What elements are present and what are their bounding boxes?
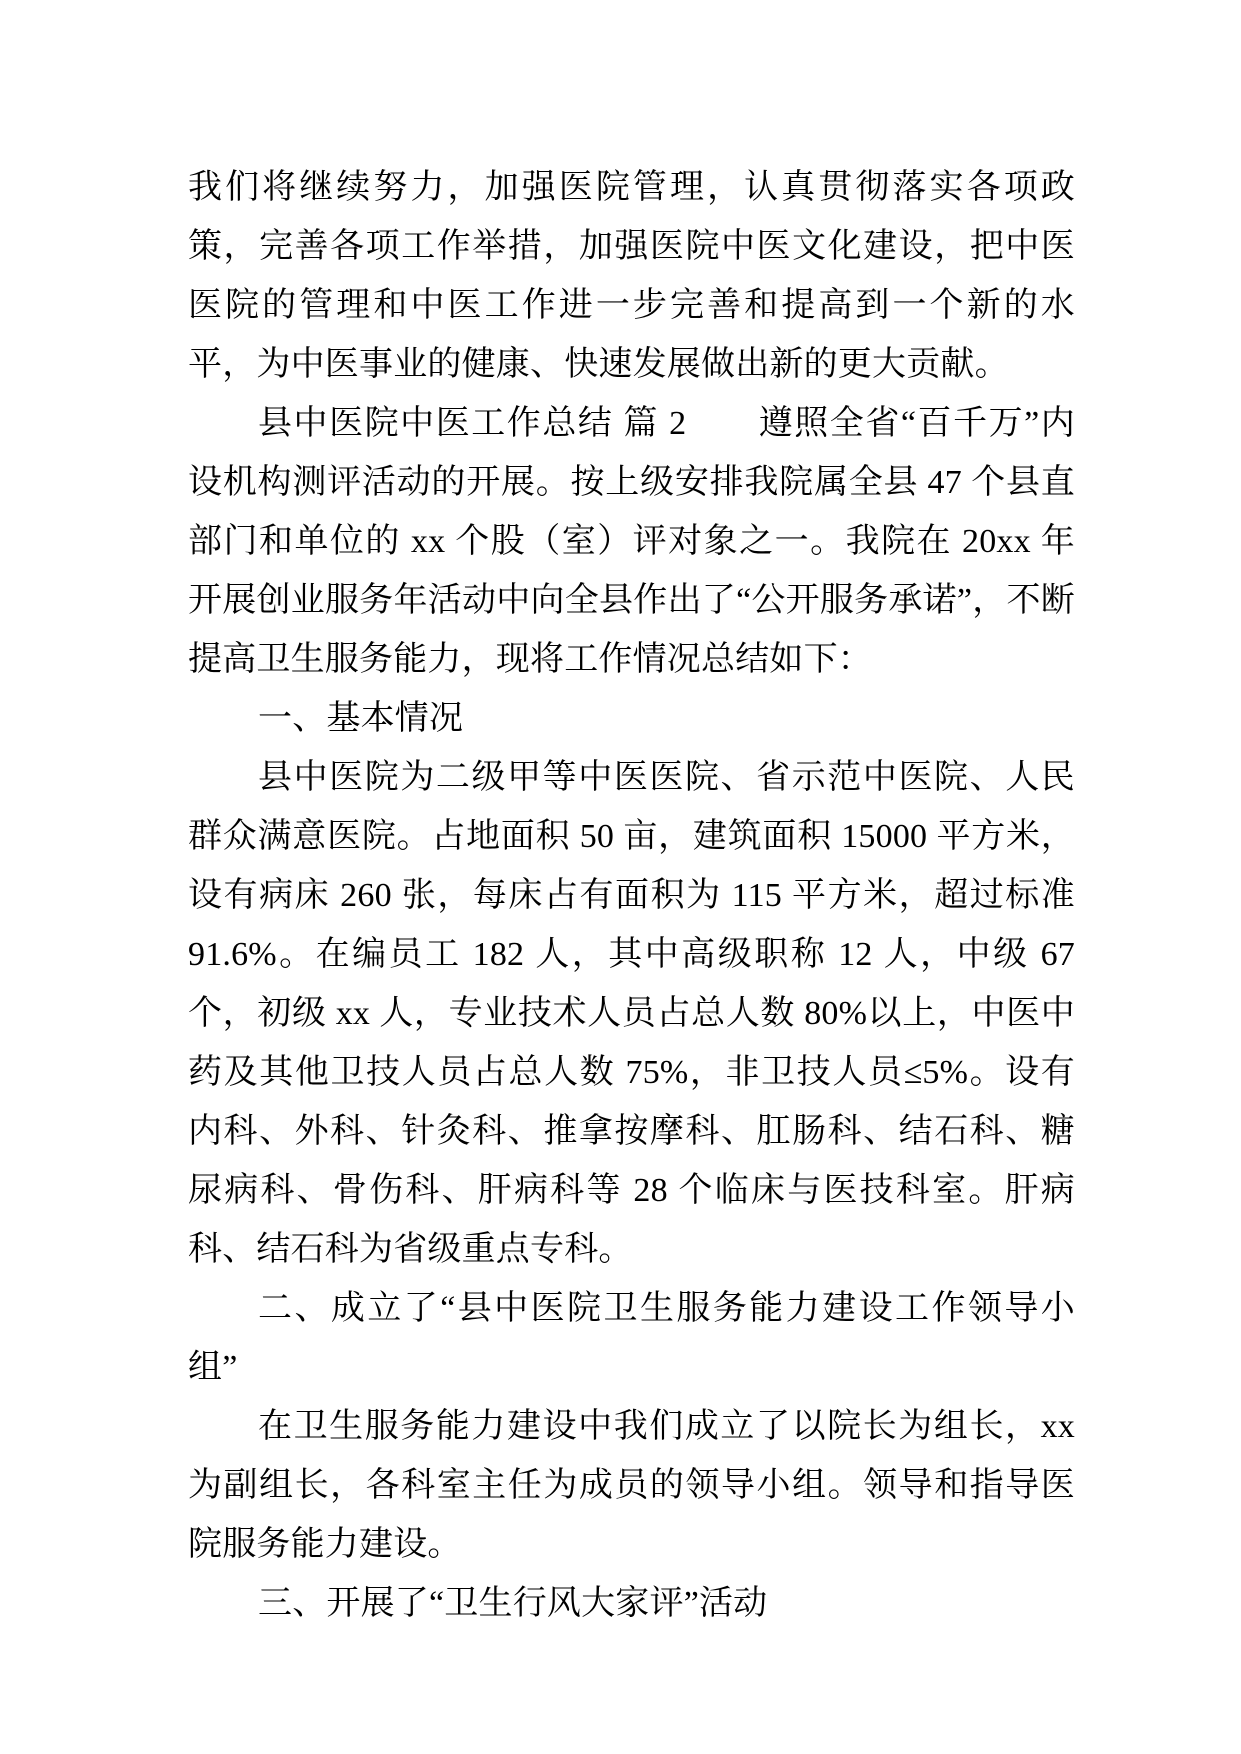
paragraph-continuation: 我们将继续努力，加强医院管理，认真贯彻落实各项政策，完善各项工作举措，加强医院中医文化建设，把中医医院的管理和中医工作进一步完善和提高到一个新的水平，为中医事业的健康、快速发展做出新的更大贡献。 bbox=[188, 169, 1075, 383]
inline-title-pian-2: 县中医院中医工作总结 篇 2 bbox=[258, 405, 687, 442]
paragraph-basic-info: 县中医院为二级甲等中医医院、省示范中医院、人民群众满意医院。占地面积 50 亩，建筑面积 15000 平方米，设有病床 260 张，每床占有面积为 115 平方米，超过标准 91.6%。在编员工 182 人，其中高级职称 12 人，中级 67 个，初级 xx 人，专业技术人员占总人数 80%以上，中医中药及其他卫技人员占总人数 75%，非卫技人员≤5%。设有内科、外科、针灸科、推拿按摩科、肛肠科、结石科、糖尿病科、骨伤科、肝病科等 28 个临床与医技科室。肝病科、结石科为省级重点专科。 bbox=[188, 759, 1075, 1268]
document-body bbox=[188, 158, 1075, 1633]
heading-section-3-review-activity: 三、开展了“卫生行风大家评”活动 bbox=[258, 1585, 768, 1622]
paragraph-summary-pian-2 bbox=[188, 394, 1075, 689]
paragraph-summary-pian-2-body: 遵照全省“百千万”内设机构测评活动的开展。按上级安排我院属全县 47 个县直部门和单位的 xx 个股（室）评对象之一。我院在 20xx 年开展创业服务年活动中向全县作出了“公开服务承诺”，不断提高卫生服务能力，现将工作情况总结如下： bbox=[188, 405, 1075, 678]
paragraph-leading-group: 在卫生服务能力建设中我们成立了以院长为组长，xx 为副组长，各科室主任为成员的领导小组。领导和指导医院服务能力建设。 bbox=[188, 1408, 1075, 1563]
heading-section-1-basic-info: 一、基本情况 bbox=[258, 700, 464, 737]
heading-section-2-leading-group: 二、成立了“县中医院卫生服务能力建设工作领导小组” bbox=[188, 1290, 1075, 1386]
